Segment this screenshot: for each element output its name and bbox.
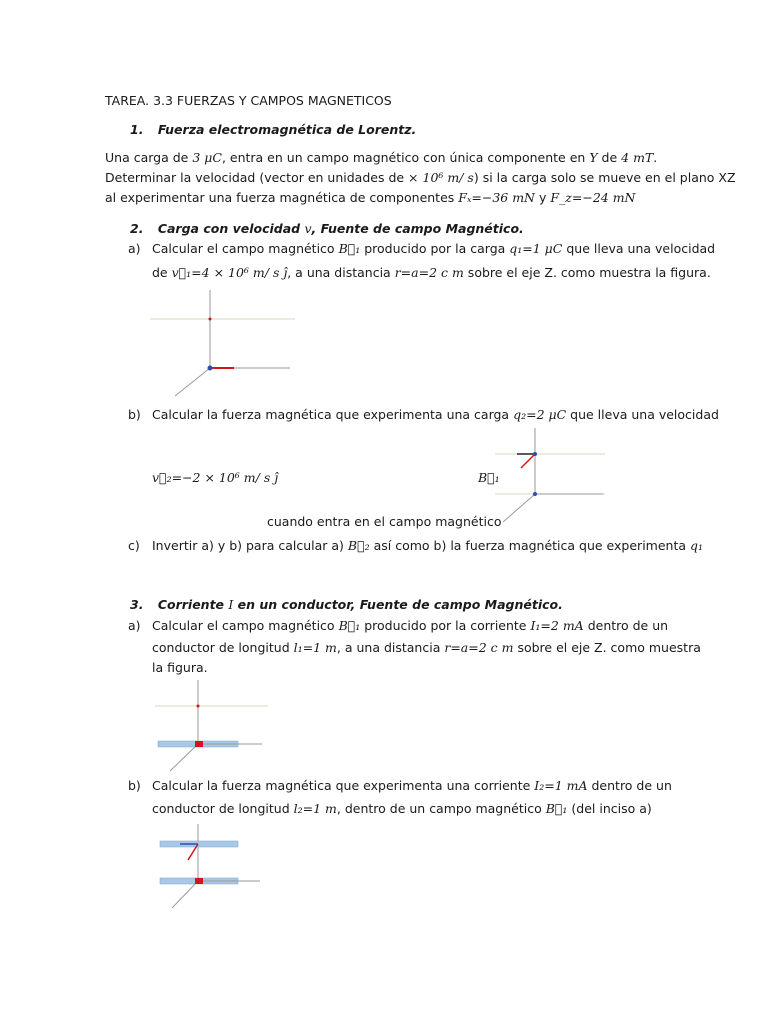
math: r=a=2 c m <box>444 640 514 655</box>
math: B⃗₁ <box>545 801 568 816</box>
section-1-title: Fuerza electromagnética de Lorentz. <box>157 122 417 137</box>
text: Invertir a) y b) para calcular a) <box>152 538 348 553</box>
s3a-line-2 <box>152 639 701 657</box>
text: , dentro de un campo magnético <box>336 801 546 816</box>
math: 4 mT <box>621 150 654 165</box>
section-3-heading <box>130 596 563 614</box>
conductor-rod-upper <box>160 841 238 847</box>
text: sobre el eje Z. como muestra <box>513 640 701 655</box>
s1-line-2 <box>105 169 736 187</box>
text: que lleva una velocidad <box>562 241 716 256</box>
text: producido por la corriente <box>360 618 531 633</box>
text: Carga con velocidad <box>157 221 305 236</box>
text: conductor de longitud <box>152 640 294 655</box>
math: l₂=1 m <box>293 801 337 816</box>
s3a-label: a) <box>128 618 141 633</box>
math: r=a=2 c m <box>394 265 464 280</box>
math: B⃗₁ <box>338 241 361 256</box>
section-1-heading <box>130 121 416 139</box>
text: , Fuente de campo Magnético. <box>311 221 524 236</box>
math: I₁=2 mA <box>530 618 584 633</box>
text: Determinar la velocidad (vector en unidades de <box>105 170 409 185</box>
text: Calcular la fuerza magnética que experimenta una carga <box>152 407 514 422</box>
s2b-line-1 <box>152 406 719 424</box>
math: v⃗₂=−2 × 10⁶ m/ s ĵ <box>152 470 279 485</box>
text: sobre el eje Z. como muestra la figura. <box>463 265 711 280</box>
s1-line-3 <box>105 189 636 207</box>
math: I <box>228 597 234 612</box>
doc-title: TAREA. 3.3 FUERZAS Y CAMPOS MAGNETICOS <box>105 93 392 108</box>
math: B⃗₂ <box>347 538 370 553</box>
math: 3 μC <box>192 150 222 165</box>
figure-2a-charge-field <box>150 284 295 404</box>
text: de <box>597 150 622 165</box>
figure-2b-charge-in-field <box>495 424 610 529</box>
text: y <box>535 190 551 205</box>
text: así como b) la fuerza magnética que experimenta <box>369 538 690 553</box>
section-3-number: 3. <box>130 597 144 612</box>
math: I₂=1 mA <box>534 778 588 793</box>
s2a-line-2 <box>152 264 711 282</box>
charge-point <box>208 366 213 371</box>
math: q₁=1 μC <box>509 241 563 256</box>
text: en un conductor, Fuente de campo Magnético. <box>233 597 563 612</box>
s3b-line-1 <box>152 777 672 795</box>
s2a-line-1 <box>152 240 715 258</box>
current-segment <box>195 741 203 747</box>
section-1-number: 1. <box>130 122 144 137</box>
figure-3a-conductor-field <box>150 676 270 776</box>
math: l₁=1 m <box>293 640 337 655</box>
text: conductor de longitud <box>152 801 294 816</box>
text: Calcular el campo magnético <box>152 241 339 256</box>
math: Y <box>589 150 598 165</box>
text: dentro de un <box>583 618 669 633</box>
s2b-velocity <box>152 469 278 487</box>
source-point <box>533 492 537 496</box>
field-point <box>197 705 200 708</box>
text: , a una distancia <box>287 265 395 280</box>
s3a-line-3: la figura. <box>152 660 208 675</box>
text: (del inciso a) <box>567 801 652 816</box>
text: , a una distancia <box>336 640 445 655</box>
current-segment <box>195 878 203 884</box>
text: , entra en un campo magnético con única componente en <box>221 150 590 165</box>
s2b-line-3: cuando entra en el campo magnético <box>267 514 502 529</box>
text: Una carga de <box>105 150 193 165</box>
s2c-line-1 <box>152 537 703 555</box>
text: que lleva una velocidad <box>566 407 719 422</box>
field-point <box>209 318 212 321</box>
s2c-label: c) <box>128 538 140 553</box>
math: q₁ <box>690 538 704 553</box>
text: Corriente <box>157 597 229 612</box>
math: B⃗₁ <box>338 618 361 633</box>
text: producido por la carga <box>360 241 510 256</box>
text: de <box>152 265 172 280</box>
math: q₂=2 μC <box>513 407 567 422</box>
text: Calcular la fuerza magnética que experimenta una corriente <box>152 778 535 793</box>
section-2-number: 2. <box>130 221 144 236</box>
x-axis <box>175 368 210 396</box>
s2b-label: b) <box>128 407 141 422</box>
text: . <box>653 150 658 165</box>
force-vector <box>521 454 535 468</box>
text: Calcular el campo magnético <box>152 618 339 633</box>
charge-point <box>533 452 537 456</box>
x-axis <box>503 494 535 522</box>
section-2-heading <box>130 220 524 238</box>
text: al experimentar una fuerza magnética de componentes <box>105 190 459 205</box>
text: dentro de un <box>587 778 672 793</box>
x-axis <box>172 881 198 908</box>
math: × 10⁶ m/ s <box>408 170 474 185</box>
x-axis <box>170 744 198 771</box>
figure-3b-two-conductors <box>150 820 270 920</box>
s2a-label: a) <box>128 241 141 256</box>
s1-line-1 <box>105 149 657 167</box>
math: Fₓ=−36 mN <box>458 190 535 205</box>
s3b-line-2 <box>152 800 652 818</box>
text: ) si la carga solo se mueve en el plano XZ <box>473 170 736 185</box>
math: B⃗₁ <box>478 470 500 485</box>
s3a-line-1 <box>152 617 668 635</box>
math: F_z=−24 mN <box>550 190 636 205</box>
s3b-label: b) <box>128 778 141 793</box>
math: v <box>304 221 312 236</box>
math: v⃗₁=4 × 10⁶ m/ s ĵ <box>171 265 288 280</box>
